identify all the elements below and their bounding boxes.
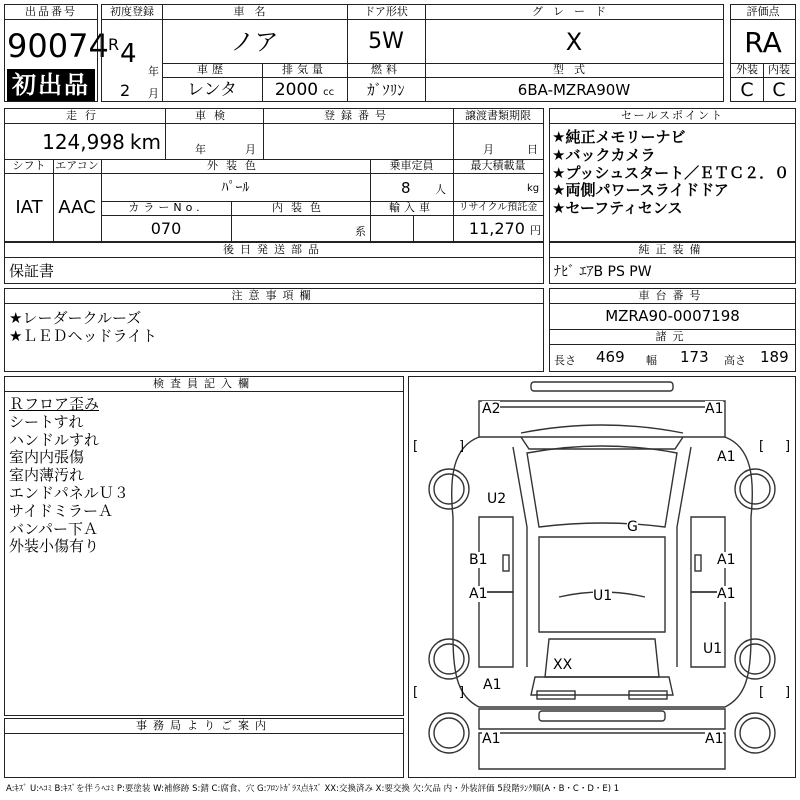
displacement-value: 2000 (274, 80, 319, 100)
history: レンタ (187, 80, 237, 100)
sales-point-item: ★バックカメラ (552, 145, 656, 164)
ext-color: ﾊﾟｰﾙ (221, 180, 250, 196)
height-value: 189 (760, 348, 789, 366)
damage-mark: A2 (482, 401, 501, 417)
width-value: 173 (680, 348, 709, 366)
displacement-unit: cc (323, 87, 335, 98)
sales-points-list (552, 129, 789, 218)
aircon: AAC (58, 197, 96, 218)
reg-month-unit: 月 (148, 87, 159, 100)
notes-label: 注意事項欄 (5, 289, 543, 304)
capacity-value: 8 (401, 179, 411, 197)
note-item: ★ＬＥＤヘッドライト (9, 326, 157, 345)
first-listing-text: 初出品 (12, 71, 90, 99)
inspection-month-unit: 月 (245, 143, 256, 156)
length-label: 長さ (554, 354, 576, 367)
equipment-box (549, 242, 796, 284)
era: R (108, 35, 120, 54)
recycle-unit: 円 (530, 224, 541, 237)
damage-mark: G (627, 519, 638, 535)
first-listing-badge (7, 69, 95, 101)
lot-label: 出品番号 (5, 5, 97, 20)
max-load-unit: kg (527, 183, 540, 194)
notes-box (4, 288, 544, 372)
displacement (262, 79, 347, 104)
bracket-mark: ] (459, 439, 465, 454)
color-no: 070 (150, 219, 182, 238)
mileage (5, 127, 161, 159)
reg-year-unit: 年 (148, 65, 159, 78)
registration-label: 登録番号 (324, 109, 392, 122)
sales-point-item: ★セーフティセンス (552, 199, 683, 218)
bracket-mark: ] (785, 685, 791, 700)
legend: A:ｷｽﾞ U:ﾍｺﾐ B:ｷｽﾞを伴うﾍｺﾐ P:要塗装 W:補修跡 S:錆 C:腐食、穴 G:ﾌﾛﾝﾄｶﾞﾗｽ点ｷｽﾞ XX:交換済み X:要交換 欠:欠品 内・外装評価 5段階ﾗﾝｸ順(A・B・C・D・E) 1 (6, 784, 620, 794)
dims-label: 諸元 (550, 330, 795, 345)
aircon-label: エアコン (55, 159, 99, 172)
inspector-list (9, 396, 129, 556)
capacity-label: 乗車定員 (389, 159, 434, 172)
inspector-box (4, 376, 404, 716)
score: RA (744, 26, 782, 59)
door-type: 5W (368, 29, 404, 54)
recycle-label: リサイクル預託金 (458, 202, 538, 213)
int-color-label: 内装色 (272, 201, 329, 214)
chassis-number: MZRA90-0007198 (605, 307, 740, 325)
sales-point-item: ★プッシュスタート／ＥＴＣ２．０ (552, 163, 790, 182)
inspection-year-unit: 年 (195, 143, 206, 156)
fuel-label: 燃料 (371, 63, 401, 76)
width-label: 幅 (646, 354, 657, 367)
interior-score: C (772, 79, 786, 101)
transfer-label: 譲渡書類期限 (465, 109, 531, 122)
bracket-mark: [ (759, 685, 765, 700)
damage-mark: B1 (469, 552, 488, 568)
inspector-item: シートすれ (9, 412, 84, 431)
documents-label: 後日発送部品 (5, 243, 543, 258)
sales-point-item: ★純正メモリーナビ (552, 128, 686, 146)
mileage-value: 124,998 (42, 130, 125, 154)
damage-mark: A1 (717, 586, 736, 602)
car-name-label: 車名 (233, 5, 276, 18)
damage-mark: A1 (482, 731, 501, 747)
damage-mark: A1 (717, 552, 736, 568)
door-label: ドア形状 (364, 5, 408, 18)
damage-mark: A1 (717, 449, 736, 465)
damage-mark: A1 (705, 731, 724, 747)
equipment-label: 純正装備 (550, 243, 795, 258)
exterior-label: 外装 (736, 63, 758, 76)
car-name: ノア (230, 28, 279, 56)
inspector-item: Ｒフロア歪み (9, 395, 100, 413)
grade: X (565, 28, 583, 56)
length-value: 469 (596, 348, 625, 366)
sales-points-box (549, 108, 796, 242)
spec-box (4, 108, 544, 242)
damage-diagram (408, 376, 796, 778)
sales-points-label: セールスポイント (550, 109, 795, 124)
reg-year: 4 (120, 39, 137, 69)
ext-color-label: 外装色 (207, 159, 264, 172)
score-box (730, 4, 796, 102)
model: 6BA-MZRA90W (517, 81, 631, 99)
capacity-unit: 人 (435, 183, 446, 196)
chassis-label: 車台番号 (550, 289, 795, 304)
bracket-mark: [ (413, 439, 419, 454)
damage-mark: A1 (705, 401, 724, 417)
bracket-mark: ] (785, 439, 791, 454)
inspector-item: バンパー下Ａ (9, 519, 98, 538)
bracket-mark: [ (759, 439, 765, 454)
damage-mark: XX (553, 657, 573, 673)
bracket-mark: ] (459, 685, 465, 700)
int-color-suffix: 系 (355, 225, 366, 238)
damage-mark: A1 (469, 586, 488, 602)
mileage-unit: km (129, 130, 161, 154)
grade-label: グレード (532, 5, 616, 18)
bracket-mark: [ (413, 685, 419, 700)
damage-mark: U1 (703, 641, 723, 657)
equipment-value: ﾅﾋﾞ ｴｱB PS PW (554, 264, 652, 280)
lot-number: 90074 (7, 27, 109, 65)
interior-label: 内装 (768, 63, 790, 76)
damage-mark: U1 (593, 588, 613, 604)
note-item: ★レーダークルーズ (9, 309, 142, 327)
lot-box (4, 4, 109, 102)
inspector-item: 室内薄汚れ (9, 466, 85, 485)
shift-label: シフト (12, 159, 46, 172)
inspector-item: 室内内張傷 (9, 448, 85, 467)
max-load-label: 最大積載量 (470, 159, 526, 172)
documents-value: 保証書 (9, 262, 55, 280)
height-label: 高さ (724, 354, 746, 367)
history-label: 車歴 (197, 63, 227, 76)
inspector-item: エンドパネルＵ３ (9, 483, 129, 502)
transfer-day-unit: 日 (527, 143, 538, 156)
inspector-label: 検査員記入欄 (5, 377, 403, 392)
exterior-score: C (740, 79, 754, 101)
recycle (453, 217, 541, 243)
transfer-month-unit: 月 (483, 143, 494, 156)
inspector-item: 外装小傷有り (9, 537, 100, 556)
inspector-item: サイドミラーＡ (9, 501, 113, 520)
recycle-value: 11,270 (468, 219, 525, 238)
inspector-item: ハンドルすれ (9, 430, 100, 449)
first-reg-label: 初度登録 (110, 5, 154, 18)
reg-month: 2 (120, 81, 131, 100)
chassis-box (549, 288, 796, 372)
color-no-label: カラーNo. (128, 201, 204, 214)
damage-mark: A1 (483, 677, 502, 693)
import-label: 輸入車 (389, 201, 434, 214)
sales-point-item: ★両側パワースライドドア (552, 181, 729, 200)
office-box (4, 718, 404, 778)
damage-mark: U2 (487, 491, 507, 507)
notes-list (9, 310, 157, 346)
mileage-label: 走行 (66, 109, 104, 122)
office-label: 事務局よりご案内 (5, 719, 403, 734)
car-outline (409, 377, 795, 777)
header-row (101, 4, 724, 102)
fuel: ｶﾞｿﾘﾝ (367, 81, 405, 99)
model-label: 型式 (553, 63, 595, 76)
documents-box (4, 242, 544, 284)
score-label: 評価点 (731, 5, 795, 20)
inspection-label: 車検 (195, 109, 233, 122)
shift: IAT (15, 197, 43, 218)
displacement-label: 排気量 (282, 63, 327, 76)
